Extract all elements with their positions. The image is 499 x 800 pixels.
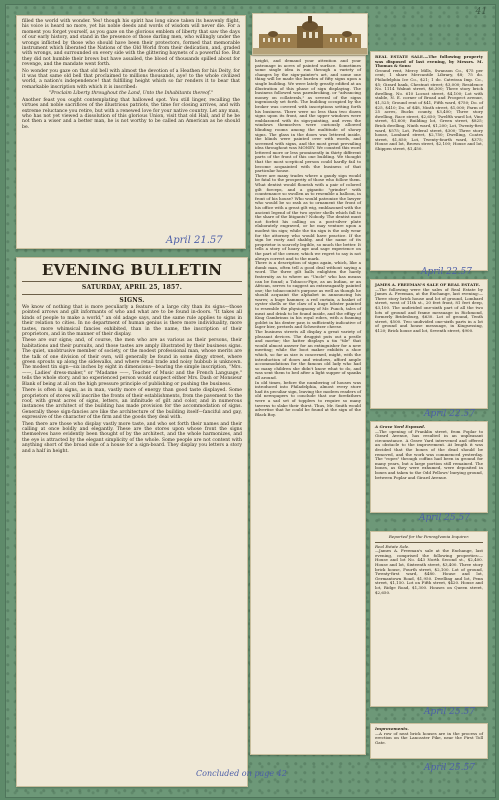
article-paragraph: There is often in signs, as in man, vastly more of energy than good taste displayed. Some proprietors of stores will inscribe the fronts of their establishments, from the pavement to the roof, with great acres of signs, letters, an infinitude of gilt and color, and in numerous instances the architect of the building has made provision for the accommodation of signs. Generally these sign-fancies are like the architecture of the building itself—fanciful and gay, expressive of the character of the firm and the goods they deal with. (22, 388, 242, 421)
article-heading: JAMES A. FREEMAN'S SALE OF REAL ESTATE. (375, 282, 481, 287)
article-paragraph: Then there are those who display vastly more taste, and who set forth their names and their calling at once boldly and elegantly. These are the stores upon whose front the signs themselves have evidently been thought of by the architect, and the whole harmonizes, and the eye is attracted by the elegant simplicity of the whole. Some people are not content with anything short of the broad side of a house for a sign-board. They display you letters a story and a half in height. (22, 421, 242, 454)
article-paragraph: There are many trades where a gaudy sign would be fatal to the prosperity of those who follow them. What dentist would flourish with a pair of colored gilt forceps, and a gigantic "grinder" with countenance so swollen as to resemble a balloon, in front of his house? Who would patronize the lawyer who would be so rash as to ornament the front of his office with a great gilt wig, emblazoned with the ancient legend of the two oyster shells which fall to the share of the litigants? Nobody. The dentist must not forfeit his calling on a post-silver plate elaborately engraved, or he may venture upon a modest tin sign; while the tin sign is the only wear for the attorney who would have practice. If the sign be rusty and shabby, and the name of its proprietor is scarcely legible, so much the better. It tells a story of hoary age and sage experience on the part of the owner, which we regret to say is not always correct and to the mark. (255, 172, 361, 261)
clipping-real-estate-sale (370, 51, 488, 271)
divider (22, 281, 242, 282)
article-paragraph: height, and demand your attention and your patronage in acres of painted surface. Sometimes some single idea is run through a variety of changes by the sign-painter's art, and some one thing will be made the burden of fifty signs upon a single building. We were lately greatly edified at an illustration of this phase of sign displaying. The business followed was pawnbroking, or "advancing money on collaterals," as several of the signs ingeniously set forth. The building occupied by the broker was covered with inscriptions setting forth his business. There were no less than two dozen signs upon its front, and the upper windows were emblazoned with its sign-painting, and even the windows themselves were curiously allowed blinding rooms among the multitude of showy signs. The glass in the doors was lettered inside, the blinds were painted over with words, and screened with signs, and the most great prevailing idea throughout was MONEY. We counted this word lettered more or less prominently in thirty different parts of the front of this one building. We thought that the most sceptical person could hardly fail to become acquainted with the business of that particular house. (255, 58, 361, 174)
article-heading: REAL ESTATE SALE.—The following property was disposed of last evening, by Messrs. M. Thomas & Sons: (375, 54, 483, 69)
article-paragraph: These are our signs; and, of course, the men who are as various as their persons, their habitations and their pursuits, and those tastes are amply illustrated by their business signs. The quiet, unobtrusive member of society, or the modest professional man, whose merits are the talk of one division of their own, will generally be found in some dingy street, where green sprouts up along the sidewalks, and where retail trade and noisy hubbub is unknown. The modest tin sign—six inches by eight in dimensions—bearing the simple inscription, "Mrs. ——, Ladies' dress-maker," or "Madame ——, Teacher of Music and the French Language," tells the whole story, and no experienced person would suspect either Mrs. Dash or Monsieur Blank of being at all on the high pressure principle of publishing or pushing the business. (22, 338, 242, 387)
divider (375, 542, 483, 543)
clipping-evening-bulletin (16, 257, 248, 787)
article-body: —A row of neat brick houses are in the process of erection on the Lancaster Pike, near the First Toll Gate. (375, 730, 483, 745)
masthead: EVENING BULLETIN (41, 261, 223, 279)
handwritten-date: April 25.57 (424, 707, 475, 717)
article-body: —The following were the sales of Real Estate by James A. Freeman, at the Exchange, last evening:— Three story brick house and lot of ground, Lombard street, west of 11th st., 20 feet front, 81 feet deep, $3,100. The undivided one-sixth part of all the two lots of ground and frame messuage in Richmond, formerly Bridesburg, $630. Lot of ground, Tenth street, $500. Two undivided one-sixth parts in a lot of ground and house messuage, in Kingsessing, $120; Brick house and lot, Seventh street, $900. (375, 286, 483, 333)
article-heading: Reported for the Pennsylvania Inquirer. (388, 534, 470, 539)
article-heading: A Grave Yard Exposed. (375, 424, 426, 429)
handwritten-date: April 22.57 (424, 409, 475, 419)
clipping-text: Another feast you ought contemplating that hallowed spot. You still linger, recalling the virtues and noble sacrifices of the illustrious patriots, the time for closing arrives, and with extreme reluctance you retire, but with a renewed love for your native country. Let any man, who has not yet viewed a dissolution of this glorious Union, visit that old Hall, and if he be not then a wiser and a better man, he is not worthy to be called an American as he should be. (22, 97, 240, 130)
clipping-reported-sale (370, 531, 488, 707)
article-paragraph: In old times, before the numbering of houses was introduced into Philadelphia, almost every store had its peculiar sign, leaving the modern readers of old newspapers to conclude that our forefathers were a sad set of topplers to require so many taverns to slake their thirst. Thus, Mr. Smith would advertise that he could be found at the sign of the Black Boy. (255, 379, 361, 417)
handwritten-continuation-note: Concluded on page 42 (196, 769, 287, 778)
article-body: Ground rent, Mercy Mills, Swanson Co., $75 per cent; 1 share Mercantile Library, $8; 75 do. Philadelphia Ice Co., $21; 1 do. Catwissa Imp. Co., $5; Girard bank, Chestnut street; $3,000; Residence No. 1114 Walnut street, $6,300; Three story brick dwelling, No. 610 Locust street, $4,100; Lot with stable, N. E. corner of Broad and Prospect avenue, $1,525; Ground rent of $41, Fifth ward, $750; Do. of $25, $410; Do. of $48, Ninth street, $1,000; Farm of 25 acres, Bucks county, $3,400; Three story dwelling, Race street, $2,650; Twelfth ward lot, Vine street, $1,600; Building lot, Green street, $825; Brick dwelling, Ninth ward, $1,200; Lot, Twenty-first ward, $575; Lot, Federal street, $300; Three story house, Lombard street, $2,750; Dwelling, Coates street, $1,850; Lot, Twenty-fourth ward, $375; House and lot, Brown street, $2,100; House and lot, Shippen street, $1,450. (375, 67, 483, 151)
dateline: SATURDAY, APRIL 25, 1857. (81, 284, 183, 291)
clipping-grave-yard (370, 421, 488, 513)
clipping-liberty-bell (16, 15, 246, 249)
article-body: —James A. Freeman's sale at the Exchange, last evening, comprised the following properties:— House and lot No. 443 North Second st., $2,400. House and lot, Sixteenth street, $3,400. Three story brick house, Fourth street, $2,100. Lot of ground, Twenty-first ward, $480. House and lot, Germantown Road, $1,950. Dwelling and lot, Penn street, $1,150. Lot on Fifth street, $420. House and lot, Ridge Road, $1,300. Houses on Queen street, $2,650. (375, 548, 483, 595)
clipping-freeman-sale (370, 279, 488, 409)
article-subheading: Real Estate Sale. (375, 543, 410, 549)
clipping-text: No wonder you gaze on that old bell with almost the devotion of a Heathen for his Deity, for it was that same old bell that proclaimed to millions thousands, aye! to the whole civilized world, a nation's independence! that fulfilling height which so far renders it to bear that remarkable inscription with which it is inscribed: (22, 68, 240, 90)
building-illustration (253, 14, 367, 54)
clipping-signs-continued (250, 55, 366, 755)
article-heading: SIGNS. (119, 297, 145, 304)
article-heading: Improvements. (375, 726, 409, 731)
article-body: —The opening of Franklin street, from Poplar to Girard Avenue, has resulted in an unpleasant circumstance. A Grave Yard intervened and offered an obstacle to the improvement. At length it was decided that the bones of the dead should be removed, and the work was commenced yesterday. The "ropes" through coffins had been in ground for many years, but a large portion still remained. The bones, as they were exhumed, were deposited in boxes and taken to the Odd Fellows' burying ground, between Poplar and Girard Avenue. (375, 428, 483, 480)
divider (22, 294, 242, 295)
engraving-of-building (252, 13, 368, 55)
handwritten-date: April 25.57 (424, 763, 475, 773)
clipping-quote: "Proclaim Liberty throughout the Land, Unto the Inhabitants thereof." (48, 91, 214, 97)
article-paragraph: We know of nothing that is more peculiarly a feature of a large city than its signs—those pointed arrows and gilt informants of who and what are to be found in-doors. "It takes all kinds of people to make a world," an old adage says, and the same rule applies to signs in their relation to cities. In no department of human genius is there more individuality, more tastes, more whimsical fancies exhibited, than in the name, the inscription of their proprietors, and in the manner of their display. (22, 305, 242, 338)
clipping-improvements (370, 723, 488, 759)
page-number: 41 (475, 7, 487, 17)
handwritten-date: April 22.57 (421, 267, 472, 277)
scrapbook-page (5, 4, 496, 798)
handwritten-date: April 25.57 (419, 513, 470, 523)
clipping-text: filled the world with wonder. Yes! though his spirit has long since taken its heavenly flight, his voice is heard no more, yet his noble deeds and words of wisdom will never die. For a moment you forget yourself, as you gaze on the glorious emblem of liberty that saw the days of our early history, and stand in the presence of those darling men, who willingly under the wrongs inflicted by those who should have been their protectors, formed that memorable instrument which liberated the Nations of the Old World from their dedication, and, graded with wrongs, and surrounded on every side with the glittering baynets of a powerful foe. But they did not humble their brows but have assailed, the blood of thousands spilled about for revenge, and the mandate went forth. (22, 19, 240, 68)
handwritten-date: April 21.57 (166, 235, 223, 246)
article-paragraph: There is a description of signs again, which, like a dumb man, often tell a good deal without saying a word. The three gilt balls enlighten the hardy fraternity as to where an "Uncle" who has means can be found; a Tobacco-Pipe, as an Indian, or an African, serves to suggest an extravagantly painted one; the tobacconist's purpose as well as though he should acquaint the alphabet in announcing his wares; a huge hammer, a red curtain, a basket of oyster shells or the claw of a huge lobster painted to resemble the physiognomy of Mr. Punch, tales of meat and drink to be found inside, and the effigy of King Gambrinus in his royal robes, with a foaming goblet in his dexter paw, is sufficiently indicative of lager bier, pretzels and Schweitzer cheese. (255, 260, 361, 330)
article-paragraph: The business streets all display a great variety of pleasant devices. The druggist puts out a pestle and mortar; the hatter displays a tin "tile" that would almost answer for an extinguisher for a new meeting; while the boot maker exhibits a shoe which, so far as size is concerned, might, with the introduction of doors and windows, afford ample accommodations for the famous old lady who had so many children she didn't know what to do, and was sent them to bed after a light supper of spanks all around. (255, 329, 361, 380)
